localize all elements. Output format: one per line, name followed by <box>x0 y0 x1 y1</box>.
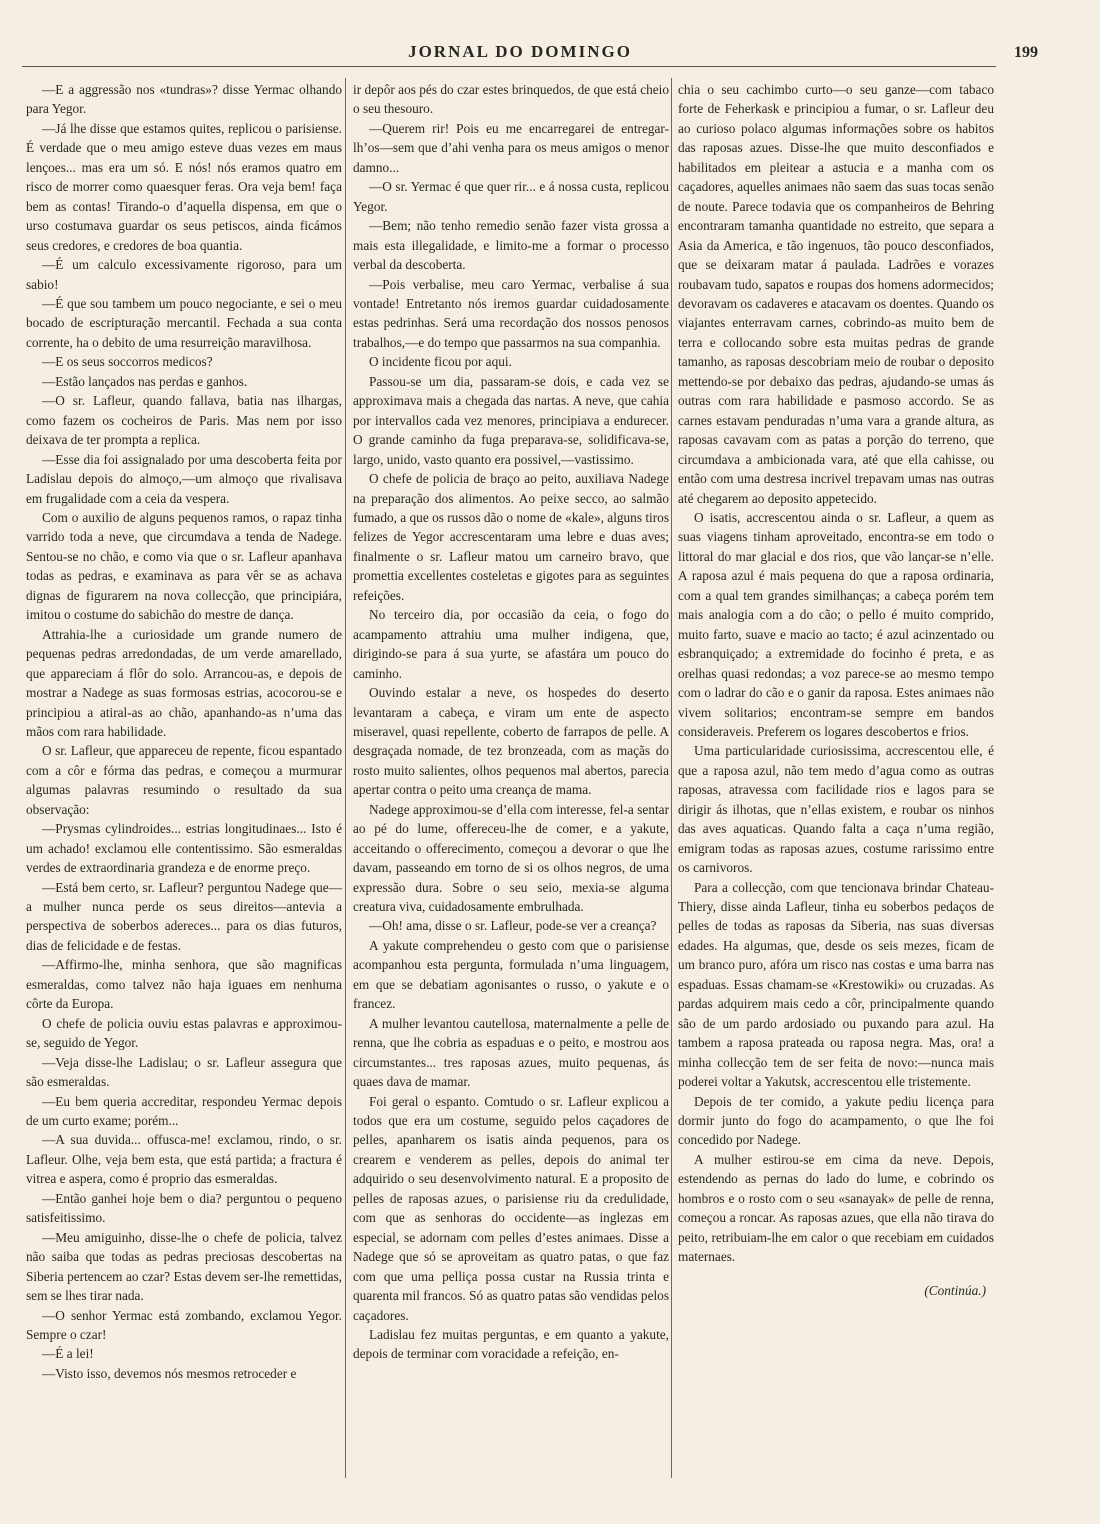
paragraph: —Esse dia foi assignalado por uma descoberta feita por Ladislau depois do almoço,—um almoço que rivalisava em frugalidade com a ceia da vespera. <box>26 451 342 506</box>
text-column-2 <box>353 80 669 1364</box>
paragraph: O isatis, accrescentou ainda o sr. Lafleur, a quem as suas viagens tinham aproveitado, encontra-se em todo o littoral do mar glacial e dos rios, que vão lançar-se n’elle. A raposa azul é mais pequena do que a raposa ordinaria, com a qual tem grandes similhanças; a cabeça porém tem mais analogia com a do cão; o pello é muito comprido, muito farto, suave e macio ao tacto; é azul acinzentado ou esbranquiçado; a extremidade do focinho é preta, e as orelhas quasi redondas; a voz parece-se ao mesmo tempo com o ladrar do cão e o ganir da raposa. Estes animaes não vivem solitarios; encontram-se sempre em bandos consideraveis. Preferem os logares descobertos e frios. <box>678 509 994 739</box>
paragraph: —Affirmo-lhe, minha senhora, que são magnificas esmeraldas, como talvez não haja iguaes em nenhuma côrte da Europa. <box>26 957 342 1012</box>
paragraph: O incidente ficou por aqui. <box>369 354 512 370</box>
paragraph: Ouvindo estalar a neve, os hospedes do deserto levantaram a cabeça, e viram um ente de aspecto miseravel, quasi repellente, coberto de farrapos de pelle. A desgraçada nomade, de tez bronzeada, com as maçãs do rosto muito salientes, olhos pequenos mal abertos, parecia apertar contra o peito uma creança de mama. <box>353 685 669 798</box>
paragraph: —Estão lançados nas perdas e ganhos. <box>42 373 248 389</box>
paragraph: —É um calculo excessivamente rigoroso, para um sabio! <box>26 257 342 292</box>
paragraph: —Visto isso, devemos nós mesmos retroceder e <box>42 1365 297 1381</box>
paragraph: Com o auxilio de alguns pequenos ramos, o rapaz tinha varrido toda a neve, que circumdava a tenda de Nadege. Sentou-se no chão, e como via que o sr. Lafleur apanhava todas as pedras, e examinava as para vêr se as achava dignas de figurarem na nova collecção, que principiára, imitou o costume do sabichão do mestre de dança. <box>26 509 342 623</box>
paragraph: —O senhor Yermac está zombando, exclamou Yegor. Sempre o czar! <box>26 1307 342 1342</box>
paragraph: No terceiro dia, por occasião da ceia, o fogo do acampamento attrahiu uma mulher indigena, que, dirigindo-se para á sua yurte, se afastára um pouco do caminho. <box>353 607 669 681</box>
page-number: 199 <box>1014 44 1038 61</box>
paragraph: O chefe de policia ouviu estas palavras e approximou-se, seguido de Yegor. <box>26 1015 342 1051</box>
paragraph: O sr. Lafleur, que appareceu de repente, ficou espantado com a côr e fórma das pedras, e começou a murmurar algumas palavras resumindo o resultado da sua observação: <box>26 743 342 817</box>
paragraph: A yakute comprehendeu o gesto com que o parisiense acompanhou esta pergunta, formulada n’uma linguagem, em que se debatiam agonisantes o russo, o yakute e o francez. <box>353 937 669 1012</box>
paragraph: Passou-se um dia, passaram-se dois, e cada vez se approximava mais a chegada das nartas. A neve, que cahia por intervallos cada vez menores, principiava a endurecer. O grande caminho da fuga preparava-se, solidificava-se, largo, unido, vasto quanto era possivel,—vastissimo. <box>353 373 669 467</box>
text-column-1 <box>26 80 342 1383</box>
paragraph: Depois de ter comido, a yakute pediu licença para dormir junto do fogo do acampamento, o que lhe foi concedido por Nadege. <box>678 1093 994 1148</box>
paragraph: Nadege approximou-se d’ella com interesse, fel-a sentar ao pé do lume, offereceu-lhe de comer, e a yakute, acceitando o offerecimento, começou a devorar o que lhe davam, passeando em torno de si os olhos negros, de uma expressão dura. Sobre o seu seio, mexia-se alguma creatura viva, cuidadosamente embrulhada. <box>353 801 669 915</box>
paragraph: Ladislau fez muitas perguntas, e em quanto a yakute, depois de terminar com voracidade a refeição, en- <box>353 1327 669 1362</box>
paragraph: Foi geral o espanto. Comtudo o sr. Lafleur explicou a todos que era um costume, seguido pelos caçadores de pelles, apanharem os isatis ainda pequenos, para os crearem e venderem as pelles, depois do animal ter adquirido o seu desenvolvimento natural. E a proposito de pelles de raposas azues, o parisiense riu da credulidade, com que as senhoras do occidente—as inglezas em especial, se adornam com pelles d’estes animaes. Disse a Nadege que só se aproveitam as quatro patas, o que faz com que uma pelliça possa custar na Russia trinta e quarenta mil francos. Só as quatro patas são vendidas pelos caçadores. <box>353 1093 669 1323</box>
paragraph: —É a lei! <box>42 1346 94 1362</box>
paragraph: —Meu amiguinho, disse-lhe o chefe de policia, talvez não saiba que todas as pedras preciosas descobertas na Siberia pertencem ao czar? Estas devem ser-lhe remettidas, sem se lhes tirar nada. <box>26 1229 342 1304</box>
column-divider <box>345 78 346 1478</box>
paragraph: ir depôr aos pés do czar estes brinquedos, de que está cheio o seu thesouro. <box>353 82 669 117</box>
paragraph: —É que sou tambem um pouco negociante, e sei o meu bocado de escripturação mercantil. Fechada a sua conta corrente, ha o debito de uma resurreição maravilhosa. <box>26 295 342 350</box>
column-divider <box>671 78 672 1478</box>
paragraph: —Querem rir! Pois eu me encarregarei de entregar-lh’os—sem que d’ahi venha para os meus amigos o menor damno... <box>353 120 669 175</box>
paragraph: chia o seu cachimbo curto—o seu ganze—com tabaco forte de Feherkask e principiou a fumar, o sr. Lafleur deu ao curioso polaco algumas informações sobre os habitos das raposas azues. Disse-lhe que muito desconfiados e habilitados em pleitear a astucia e a manha com os caçadores, aquelles animaes não saem das suas tocas senão de noute. Parece todavia que os companheiros de Behring encontraram tamanha quantidade no estreito, que separa a Asia da America, e tão ingenuos, tão pouco desconfiados, que se deixaram matar á paulada. Ladrões e vorazes roubavam tudo, sapatos e roupas dos homens adormecidos; devoravam os cadaveres e atacavam os doentes. Quando os viajantes enterravam carnes, cobrindo-as muito bem de terra e collocando sobre esta muitas pedras de grande tamanho, as raposas descobriam meio de roubar o deposito mettendo-se por debaixo das pedras, ajudando-se umas ás outras com rara habilidade e pasmoso accordo. Se as carnes estavam penduradas n’uma vara a grande altura, as raposas cavavam com as patas a porção do terreno, que circumdava a ambicionada vara, até que ella cahisse, ou então com uma destresa incrivel trepavam umas nas outras até chegarem ao deposito appetecido. <box>678 82 994 506</box>
paragraph: —Bem; não tenho remedio senão fazer vista grossa a mais esta illegalidade, e limito-me a formar o processo verbal da descoberta. <box>353 218 669 273</box>
paragraph: —Prysmas cylindroides... estrias longitudinaes... Isto é um achado! exclamou elle contentissimo. São esmeraldas verdes de extraordinaria grandeza e de enorme preço. <box>26 821 342 876</box>
paragraph: Uma particularidade curiosissima, accrescentou elle, é que a raposa azul, não tem medo d’agua como as outras raposas, atravessa com facilidade rios e lagos para se dirigir ás ilhotas, que n’ellas existem, e roubar os ninhos das aves aquaticas. Quando falta a caça n’uma região, emigram todas as raposas azues, costume rarissimo entre os carnivoros. <box>678 743 994 876</box>
paragraph: —A sua duvida... offusca-me! exclamou, rindo, o sr. Lafleur. Olhe, veja bem esta, que está partida; a fractura é vitrea e aspera, como é proprio das esmeraldas. <box>26 1132 342 1187</box>
text-column-3 <box>678 80 994 1300</box>
paragraph: Para a collecção, com que tencionava brindar Chateau-Thiery, disse ainda Lafleur, tinha eu soberbos pedaços de pelles de todas as raposas da Siberia, nas suas diversas edades. Ha algumas, que, desde os seis mezes, ficam de um branco puro, afóra um risco nas costas e uma barra nas espaduas. Essas chamam-se «Krestowiki» ou cruzadas. As pardas adquirem mais cedo a côr, principalmente quando são de um pardo ardosiado ou puxando para azul. Ha tambem a raposa prateada ou raposa negra. Mas, ora! a minha collecção tem de ser feita de novo:—nunca mais poderei voltar a Yakutsk, accrescentou elle tristemente. <box>678 879 994 1090</box>
paragraph: —Está bem certo, sr. Lafleur? perguntou Nadege que—a mulher nunca perde os seus direitos—antevia a perspectiva de soberbos adereces... para os dias futuros, dias de felicidade e de festas. <box>26 879 342 953</box>
paragraph: —Oh! ama, disse o sr. Lafleur, pode-se ver a creança? <box>369 918 657 934</box>
header-rule <box>22 66 996 67</box>
paragraph: A mulher levantou cautellosa, maternalmente a pelle de renna, que lhe cobria as espaduas e o peito, e mostrou aos circumstantes... tres raposas azues, muito pequenas, ás quaes dava de mamar. <box>353 1015 669 1090</box>
continua-note: (Continúa.) <box>924 1282 986 1298</box>
page-header <box>20 38 1038 68</box>
journal-title: JORNAL DO DOMINGO <box>408 42 632 61</box>
paragraph: —Já lhe disse que estamos quites, replicou o parisiense. É verdade que o meu amigo esteve duas vezes em maus lençoes... mas era um só. E nós! nós eramos quatro em risco de morrer como quaesquer feras. Ora veja bem! faça bem as contas! Tirando-o d’aquella dispensa, em que o urso costumava guardar os seus petiscos, ainda ficámos seus credores, e credores de boa quantia. <box>26 120 342 253</box>
paragraph: O chefe de policia de braço ao peito, auxiliava Nadege na preparação dos alimentos. Ao peixe secco, ao salmão fumado, a que os russos dão o nome de «kale», alguns tiros felizes de Yegor accrescentaram uma lebre e duas aves; finalmente o sr. Lafleur matou um carneiro bravo, que promettia excellentes costeletas e gigotes para as seguintes refeições. <box>353 471 669 603</box>
paragraph: —Veja disse-lhe Ladislau; o sr. Lafleur assegura que são esmeraldas. <box>26 1054 342 1090</box>
paragraph: A mulher estirou-se em cima da neve. Depois, estendendo as pernas do lado do lume, e cobrindo os hombros e o rosto com o seu «sanayak» de pelle de renna, começou a roncar. As raposas azues, que ella não tirava do peito, retribuiam-lhe em calor o que recebiam em cuidados maternaes. <box>678 1151 994 1265</box>
paragraph: —Eu bem queria accreditar, respondeu Yermac depois de um curto exame; porém... <box>26 1093 342 1129</box>
paragraph: —O sr. Lafleur, quando fallava, batia nas ilhargas, como fazem os cocheiros de Paris. Mas nem por isso deixava de ter prompta a replica. <box>26 393 342 448</box>
paragraph: —Então ganhei hoje bem o dia? perguntou o pequeno satisfeitissimo. <box>26 1190 342 1226</box>
paragraph: Attrahia-lhe a curiosidade um grande numero de pequenas pedras arredondadas, de um verde amarellado, que appareciam á flôr do solo. Arrancou-as, e depois de mostrar a Nadege as suas formosas estrias, acocorou-se e principiou a atiral-as ao chão, apanhando-as n’uma das mãos com rara habilidade. <box>26 626 342 739</box>
paragraph: —E a aggressão nos «tundras»? disse Yermac olhando para Yegor. <box>26 82 342 117</box>
paragraph: —E os seus soccorros medicos? <box>42 354 213 370</box>
paragraph: —O sr. Yermac é que quer rir... e á nossa custa, replicou Yegor. <box>353 179 669 214</box>
paragraph: —Pois verbalise, meu caro Yermac, verbalise á sua vontade! Entretanto nós iremos guardar cuidadosamente estas pedrinhas. Será uma recordação dos nossos penosos trabalhos,—e do tempo que passarmos na sua companhia. <box>353 276 669 350</box>
